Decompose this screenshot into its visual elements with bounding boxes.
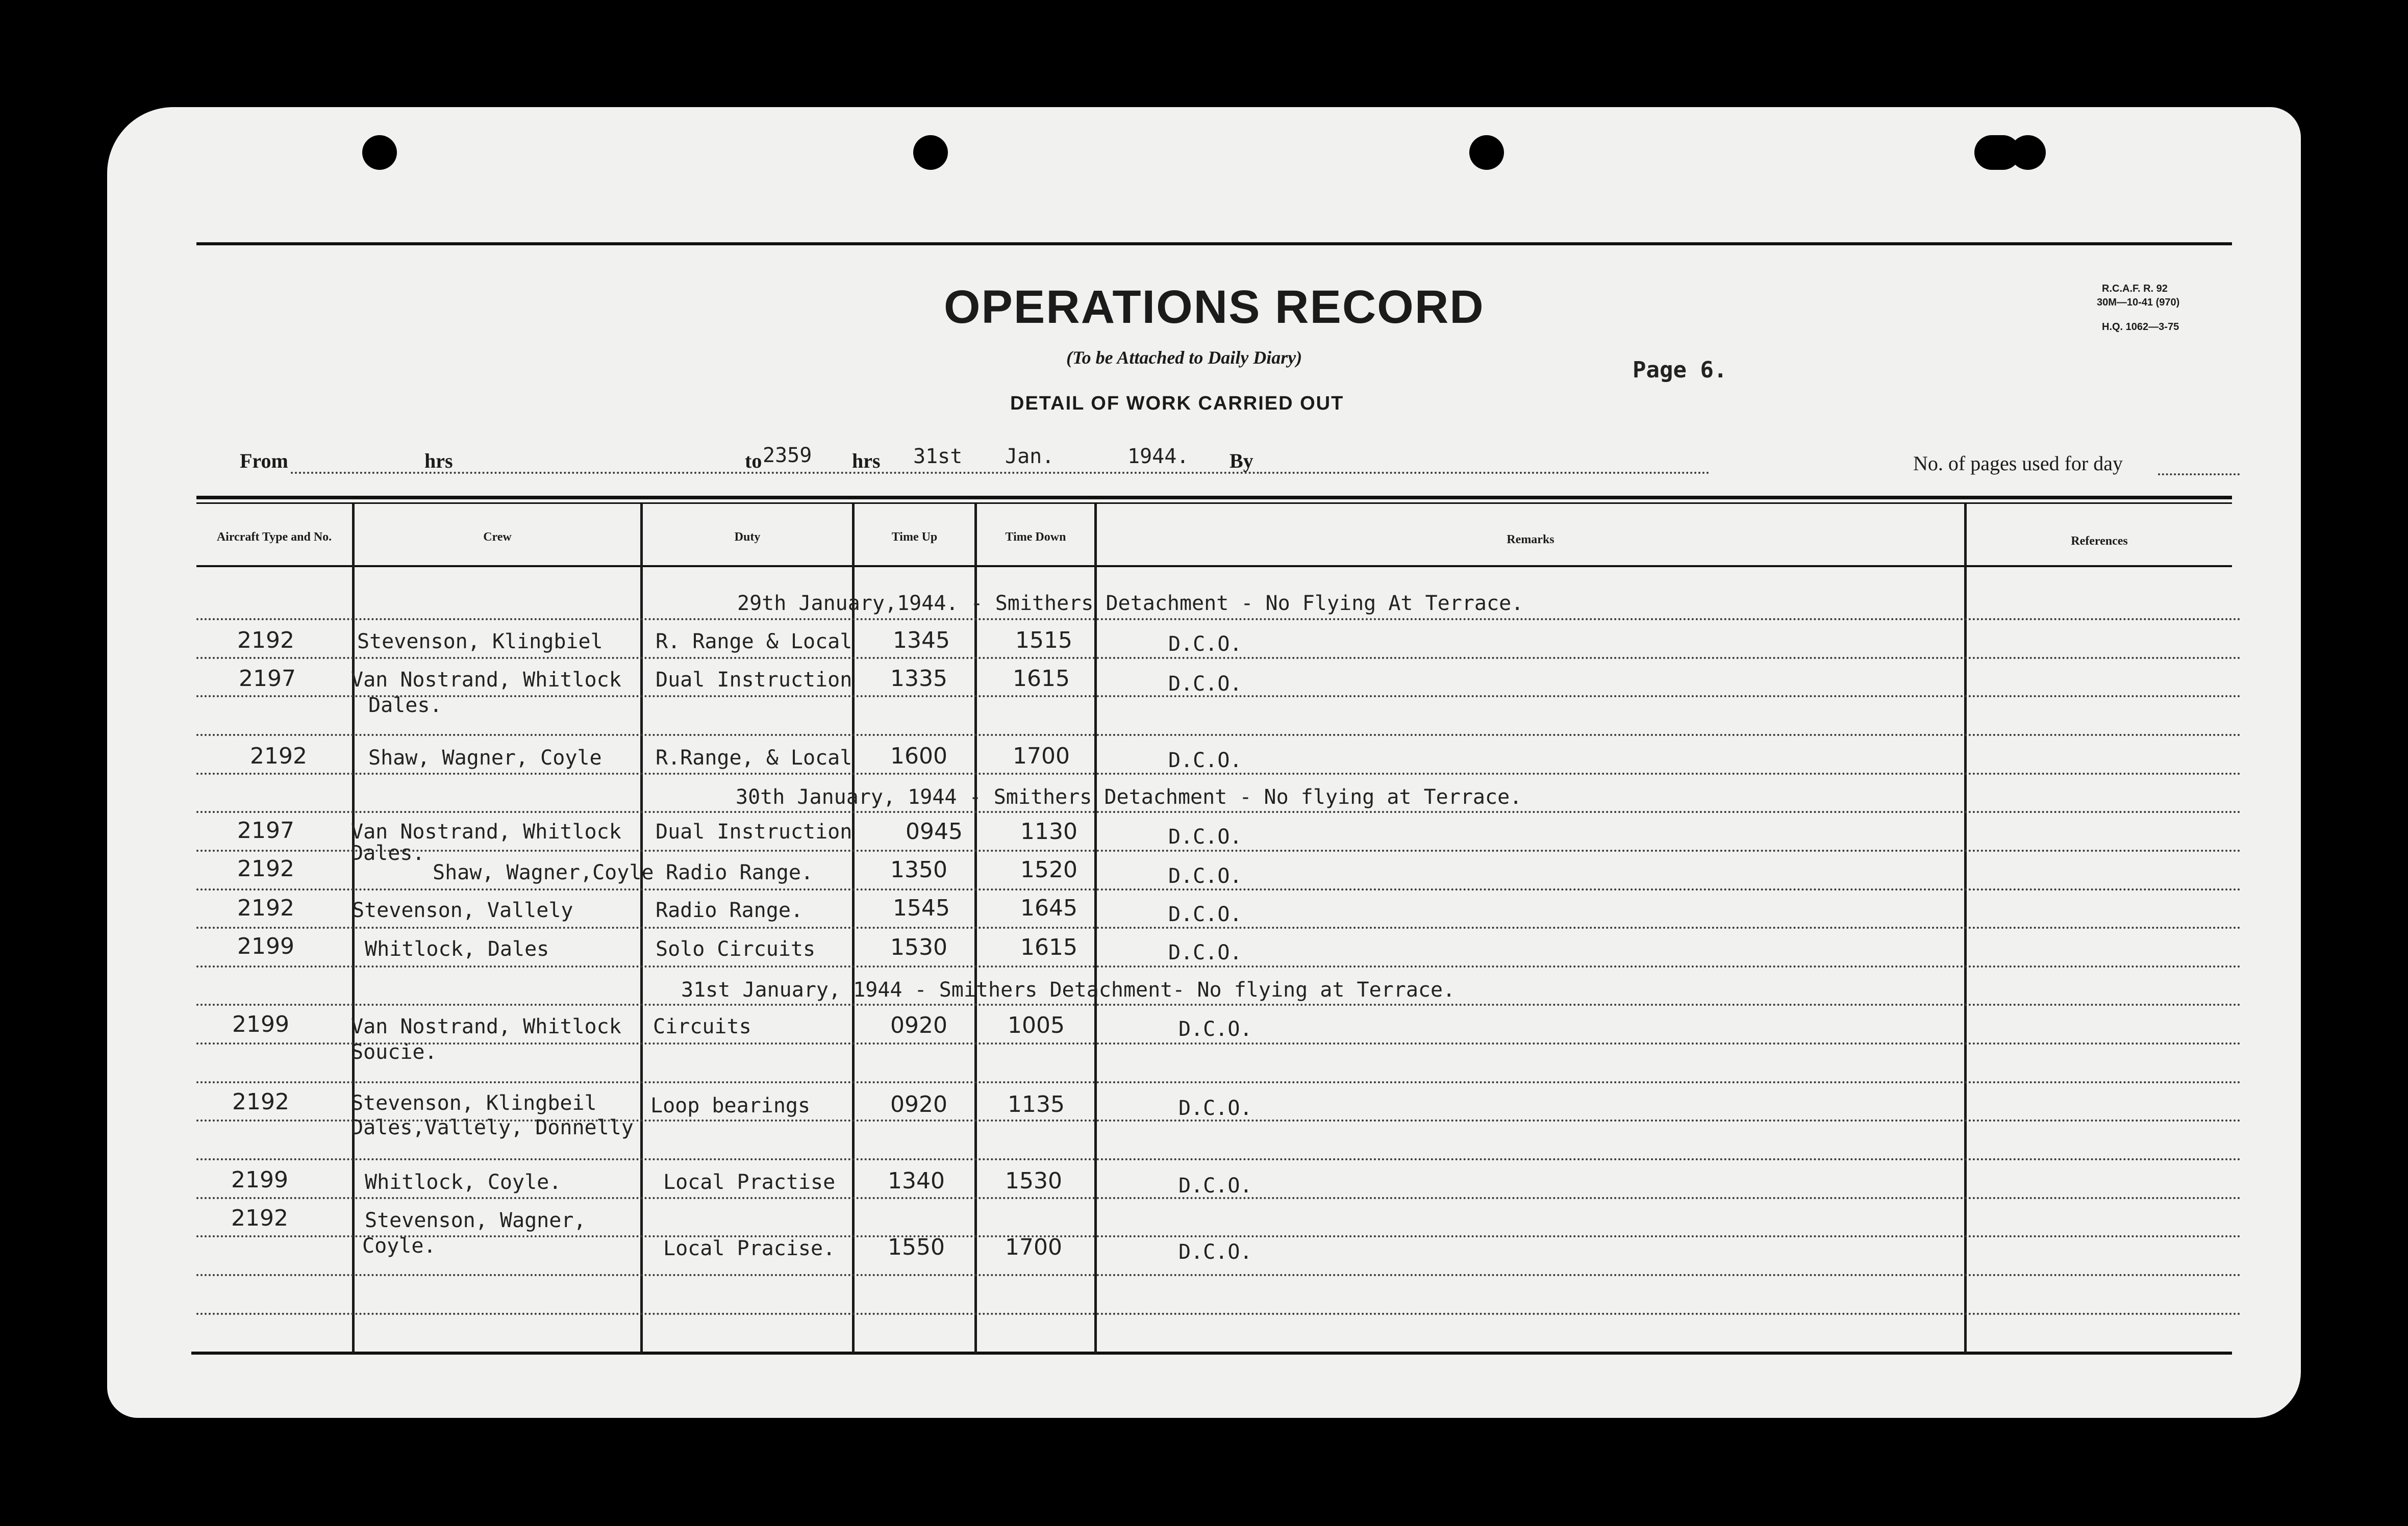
ruled-line	[196, 734, 2242, 736]
crew-names: Shaw, Wagner, Coyle	[368, 746, 602, 770]
crew-names: Stevenson, Vallely	[352, 899, 573, 922]
pages-used-label: No. of pages used for day	[1913, 452, 2123, 475]
time-down: 1135	[1008, 1091, 1065, 1117]
ruled-line	[196, 888, 2242, 891]
section-heading: 29th January,1944. - Smithers Detachment - No Flying At Terrace.	[737, 592, 1524, 615]
duty: Dual Instruction	[656, 668, 852, 692]
table-top-rule	[196, 496, 2232, 499]
time-down: 1530	[1005, 1168, 1062, 1194]
aircraft-number: 2192	[237, 627, 294, 653]
ruled-line	[196, 811, 2242, 813]
page-subtitle: (To be Attached to Daily Diary)	[1066, 347, 1302, 368]
time-up: 0945	[906, 819, 963, 845]
aircraft-number: 2192	[237, 895, 294, 921]
duty: Local Pracise.	[663, 1237, 836, 1260]
time-down: 1615	[1020, 934, 1077, 960]
crew-names-2: Soucie.	[351, 1040, 437, 1064]
aircraft-number: 2192	[250, 743, 307, 769]
page-title: OPERATIONS RECORD	[944, 281, 1485, 333]
remarks: D.C.O.	[1168, 632, 1242, 656]
time-up: 1545	[893, 895, 950, 921]
duty: R. Range & Local	[656, 630, 852, 653]
time-down: 1615	[1013, 666, 1070, 692]
remarks: D.C.O.	[1168, 864, 1242, 888]
operations-record-card	[107, 107, 2301, 1418]
remarks: D.C.O.	[1168, 903, 1242, 926]
top-rule	[196, 242, 2232, 245]
pages-line-dots	[2158, 473, 2240, 475]
col-header-crew: Crew	[483, 530, 512, 544]
duty: Solo Circuits	[656, 937, 816, 961]
remarks: D.C.O.	[1168, 941, 1242, 964]
duty: Dual Instruction	[656, 820, 852, 844]
time-up: 1550	[888, 1234, 945, 1260]
time-up: 0920	[890, 1091, 947, 1117]
crew-names-2: Dales,Vallely, Donnelly	[351, 1116, 634, 1139]
punch-hole	[362, 135, 397, 170]
remarks: D.C.O.	[1178, 1018, 1252, 1041]
from-line-dots	[291, 472, 1260, 474]
time-up: 1350	[890, 857, 947, 883]
crew-names: Stevenson, Klingbiel	[357, 630, 603, 653]
duty: Radio Range.	[666, 861, 813, 884]
ruled-line	[196, 618, 2242, 620]
crew-names-2: Dales.	[351, 842, 425, 865]
remarks: D.C.O.	[1168, 749, 1242, 772]
ruled-line	[196, 1235, 2242, 1237]
form-ref-3: H.Q. 1062—3-75	[2102, 321, 2179, 333]
remarks: D.C.O.	[1168, 825, 1242, 849]
crew-names-2: Coyle.	[362, 1234, 436, 1258]
crew-names: Stevenson, Klingbeil	[351, 1091, 597, 1115]
col-header-aircraft: Aircraft Type and No.	[216, 530, 332, 544]
from-label: From	[240, 449, 288, 472]
remarks: D.C.O.	[1178, 1097, 1252, 1120]
to-time: 2359	[763, 444, 812, 467]
table-bottom-rule	[191, 1352, 2232, 1355]
time-down: 1005	[1008, 1012, 1065, 1038]
hrs-label: hrs	[424, 449, 453, 472]
aircraft-number: 2197	[239, 666, 296, 692]
ruled-line	[196, 657, 2242, 659]
duty: Radio Range.	[656, 899, 803, 922]
crew-names: Stevenson, Wagner,	[365, 1209, 586, 1232]
col-header-time-down: Time Down	[1005, 530, 1066, 544]
crew-names: Van Nostrand, Whitlock	[351, 1015, 621, 1038]
ruled-line	[196, 773, 2242, 775]
time-up: 0920	[890, 1012, 947, 1038]
section-heading: 30th January, 1944 - Smithers Detachment - No flying at Terrace.	[736, 785, 1522, 809]
time-down: 1645	[1020, 895, 1077, 921]
time-up: 1600	[890, 743, 947, 769]
duty: Local Practise	[663, 1171, 836, 1194]
aircraft-number: 2199	[231, 1167, 288, 1193]
duty: Loop bearings	[650, 1094, 811, 1117]
duty: Circuits	[653, 1015, 751, 1038]
ruled-line	[196, 1274, 2242, 1276]
punch-hole	[1469, 135, 1504, 170]
table-top-rule-2	[196, 502, 2232, 504]
aircraft-number: 2199	[237, 933, 294, 959]
hrs-label-2: hrs	[852, 449, 881, 472]
time-down: 1130	[1020, 819, 1077, 845]
ruled-line	[196, 850, 2242, 852]
to-label: to	[745, 449, 762, 472]
by-label: By	[1230, 449, 1253, 472]
time-up: 1530	[890, 934, 947, 960]
time-down: 1515	[1015, 627, 1072, 653]
header-bottom-rule	[196, 565, 2232, 567]
detail-heading: DETAIL OF WORK CARRIED OUT	[1010, 393, 1344, 414]
aircraft-number: 2192	[232, 1089, 289, 1115]
to-month: Jan.	[1005, 445, 1055, 468]
section-heading: 31st January, 1944 - Smithers Detachment- No flying at Terrace.	[681, 978, 1456, 1002]
time-up: 1340	[888, 1168, 945, 1194]
crew-names: Van Nostrand, Whitlock	[351, 668, 621, 692]
form-ref-1: R.C.A.F. R. 92	[2102, 283, 2168, 294]
time-down: 1700	[1013, 743, 1070, 769]
remarks: D.C.O.	[1178, 1174, 1252, 1198]
time-down: 1700	[1005, 1234, 1062, 1260]
ruled-line	[196, 1313, 2242, 1315]
page-number: Page 6.	[1633, 357, 1727, 383]
ruled-line	[196, 1158, 2242, 1160]
ruled-line	[196, 1042, 2242, 1045]
ruled-line	[196, 965, 2242, 968]
punch-hole	[913, 135, 948, 170]
col-header-duty: Duty	[734, 530, 761, 544]
crew-names-2: Dales.	[368, 694, 442, 717]
crew-names: Shaw, Wagner,Coyle	[433, 861, 654, 884]
duty: R.Range, & Local	[656, 746, 852, 770]
aircraft-number: 2197	[237, 818, 294, 844]
crew-names: Van Nostrand, Whitlock	[351, 820, 621, 844]
time-down: 1520	[1020, 857, 1077, 883]
crew-names: Whitlock, Dales	[365, 937, 549, 961]
ruled-line	[196, 927, 2242, 929]
time-up: 1345	[893, 627, 950, 653]
to-day: 31st	[913, 445, 963, 468]
col-header-remarks: Remarks	[1507, 533, 1554, 546]
crew-names: Whitlock, Coyle.	[365, 1171, 562, 1194]
aircraft-number: 2199	[232, 1011, 289, 1037]
col-header-time-up: Time Up	[891, 530, 938, 544]
punch-hole	[2010, 135, 2046, 170]
aircraft-number: 2192	[237, 856, 294, 882]
ruled-line	[196, 1004, 2242, 1006]
to-year: 1944.	[1127, 445, 1189, 468]
aircraft-number: 2192	[231, 1205, 288, 1231]
remarks: D.C.O.	[1168, 672, 1242, 696]
remarks: D.C.O.	[1178, 1240, 1252, 1264]
time-up: 1335	[890, 666, 947, 692]
form-ref-2: 30M—10-41 (970)	[2097, 297, 2180, 308]
col-header-references: References	[2071, 535, 2128, 548]
ruled-line	[196, 1081, 2242, 1083]
by-line-dots	[1260, 472, 1709, 474]
